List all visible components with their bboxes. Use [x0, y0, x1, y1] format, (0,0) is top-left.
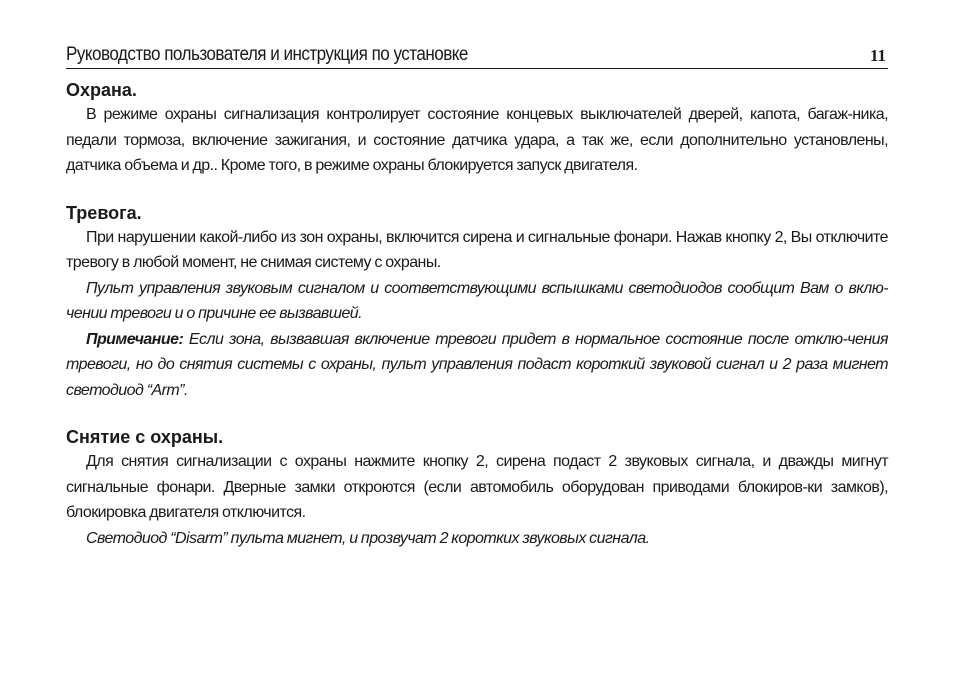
page-number: 11	[869, 46, 886, 65]
header-title: Руководство пользователя и инструкция по установке	[66, 44, 468, 65]
section-heading: Снятие с охраны.	[66, 427, 224, 447]
paragraph: В режиме охраны сигнализация контролирует состояние концевых выключателей дверей, капота, багаж-ника, педали тормоза, включение зажигания, и состояние датчика удара, а так же, если дополнительно установлены, датчика объема и др.. Кроме того, в режиме охраны блокируется запуск двигателя.	[66, 106, 888, 174]
section-alarm	[66, 201, 888, 404]
note-label: Примечание:	[86, 330, 184, 348]
paragraph: Для снятия сигнализации с охраны нажмите кнопку 2, сирена подаст 2 звуковых сигнала, и дважды мигнут сигнальные фонари. Дверные замки откроются (если автомобиль оборудован приводами блокиров-ки замков), блокировка двигателя отключится.	[66, 453, 888, 521]
section-heading: Тревога.	[66, 202, 142, 223]
note-paragraph	[66, 327, 888, 404]
section-heading: Охрана.	[66, 80, 137, 100]
page-header	[66, 40, 888, 69]
section-disarm	[66, 425, 888, 551]
section-guard	[66, 78, 888, 179]
paragraph-italic: Светодиод “Disarm” пульта мигнет, и прозвучат 2 коротких звуковых сигнала.	[86, 529, 650, 547]
document-page	[66, 40, 888, 551]
note-text: Если зона, вызвавшая включение тревоги придет в нормальное состояние после отклю-чения тревоги, но до снятия системы с охраны, пульт управления подаст короткий звуковой сигнал и 2 раза мигнет светодиод “Arm”.	[66, 330, 888, 399]
paragraph: При нарушении какой-либо из зон охраны, включится сирена и сигнальные фонари. Нажав кнопку 2, Вы отключите тревогу в любой момент, не снимая систему с охраны.	[66, 228, 888, 271]
paragraph-italic: Пульт управления звуковым сигналом и соответствующими вспышками светодиодов сообщит Вам о вклю-чении тревоги и о причине ее вызвавшей.	[66, 279, 888, 322]
